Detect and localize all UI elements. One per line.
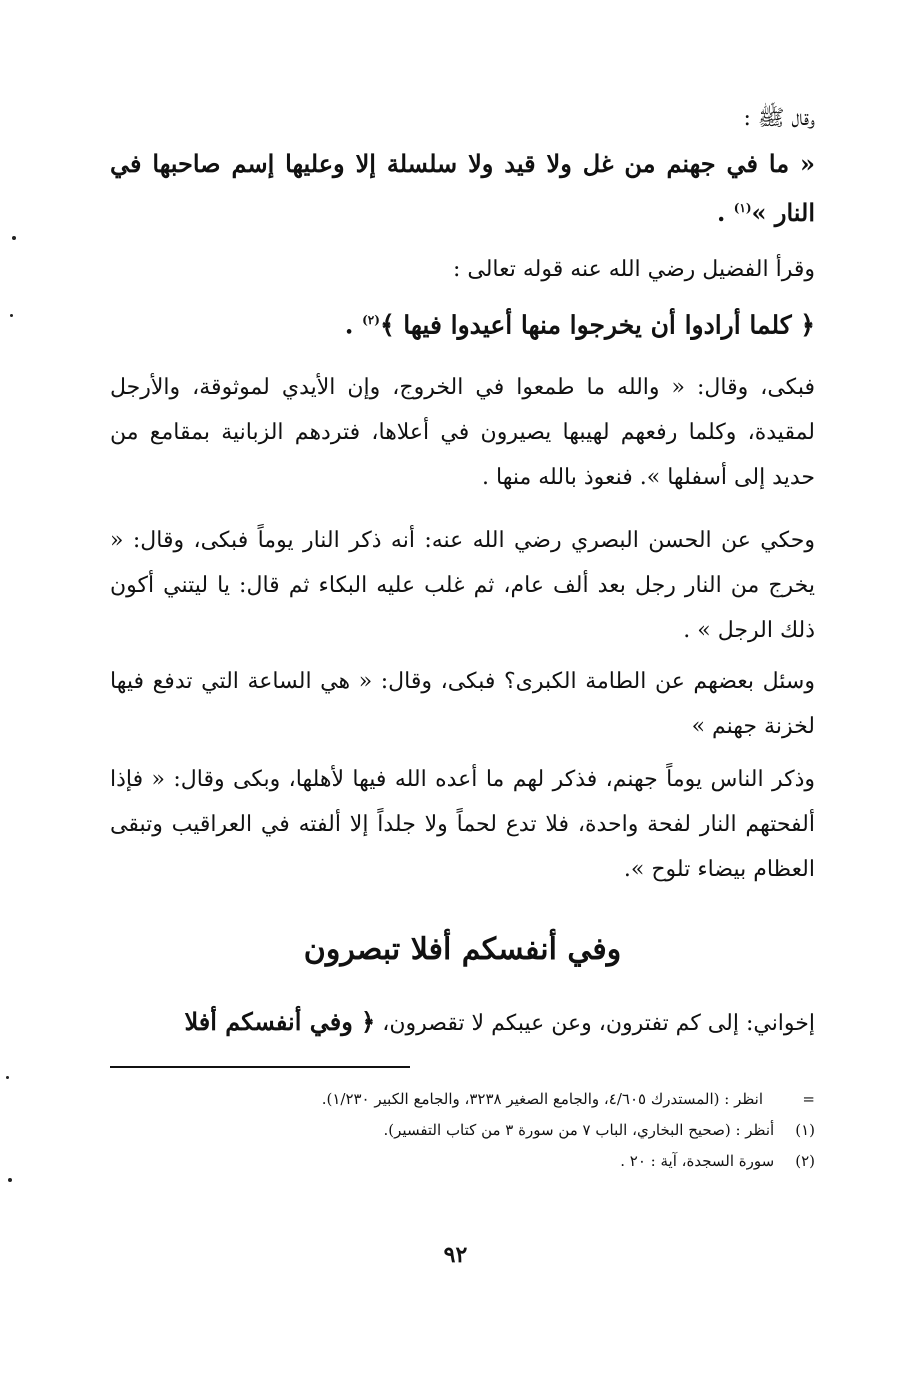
paragraph-2: وحكي عن الحسن البصري رضي الله عنه: أنه ذكر النار يوماً فبكى، وقال: « يخرج من النار رجل بعد ألف عام، ثم غلب عليه البكاء ثم قال: يا ليتني أكون ذلك الرجل » . [110, 528, 815, 644]
scan-speck [12, 236, 16, 240]
paragraph-3: وسئل بعضهم عن الطامة الكبرى؟ فبكى، وقال: « هي الساعة التي تدفع فيها لخزنة جهنم » [110, 669, 815, 740]
fudayl-intro: وقرأ الفضيل رضي الله عنه قوله تعالى : [452, 257, 815, 282]
hadith-text: « ما في جهنم من غل ولا قيد ولا سلسلة إلا وعليها إسم صاحبها في النار » [110, 149, 815, 227]
hadith-footnote-ref: (١) [733, 201, 752, 215]
footnote-2 [110, 1146, 815, 1177]
footnote-continuation [110, 1084, 815, 1115]
paragraph-5-ayah: ﴿ وفي أنفسكم أفلا [184, 1007, 376, 1037]
paragraph-5 [110, 999, 815, 1046]
footnote-divider [110, 1066, 410, 1068]
hadith-quote: « ما في جهنم من غل ولا قيد ولا سلسلة إلا وعليها إسم صاحبها في النار »$^{(١)}$ . [110, 149, 815, 227]
footnote-2-number: (٢) [795, 1152, 815, 1171]
ayah-text: ﴿ كلما أرادوا أن يخرجوا منها أعيدوا فيها ﴾ [379, 310, 815, 340]
footnote-1-text: أنظر : (صحيح البخاري، الباب ٧ من سورة ٣ من كتاب التفسير). [383, 1121, 775, 1140]
ayah-footnote-ref: (٢) [362, 313, 380, 327]
footnote-2-text: سورة السجدة، آية : ٢٠ . [620, 1152, 775, 1171]
footnote-1-number: (١) [795, 1121, 815, 1140]
paragraph-5-text: إخواني: إلى كم تفترون، وعن عيبكم لا تقصرون، [382, 1011, 815, 1037]
section-heading: وفي أنفسكم أفلا تبصرون [303, 932, 622, 968]
page-number: ٩٢ [443, 1242, 468, 1268]
footnote-continuation-mark: = [802, 1090, 815, 1109]
footnotes [110, 1084, 815, 1177]
page-body [110, 96, 815, 1296]
scan-speck [8, 1178, 12, 1182]
footnote-1 [110, 1115, 815, 1146]
scan-speck [10, 314, 13, 317]
paragraph-1: فبكى، وقال: « والله ما طمعوا في الخروج، وإن الأيدي لموثوقة، والأرجل لمقيدة، وكلما رفعهم لهيبها يصيرون في أعلاها، فتردهم الزبانية بمقامع من حديد إلى أسفلها ». فنعوذ بالله منها . [110, 375, 815, 491]
paragraph-4: وذكر الناس يوماً جهنم، فذكر لهم ما أعده الله فيها لأهلها، وبكى وقال: « فإذا ألفحتهم النار لفحة واحدة، فلا تدع لحماً ولا جلداً إلا ألفته في العراقيب وتبقى العظام بيضاء تلوح ». [110, 767, 815, 883]
footnote-continuation-text: انظر : (المستدرك ٤/٦٠٥، والجامع الصغير ٣٢٣٨، والجامع الكبير ١/٢٣٠). [321, 1090, 763, 1109]
intro-line: وقال ﷺ : [743, 106, 815, 131]
scan-speck [6, 1076, 9, 1079]
ayah-line: ﴿ كلما أرادوا أن يخرجوا منها أعيدوا فيها ﴾$^{(٢)}$ . [344, 310, 815, 340]
